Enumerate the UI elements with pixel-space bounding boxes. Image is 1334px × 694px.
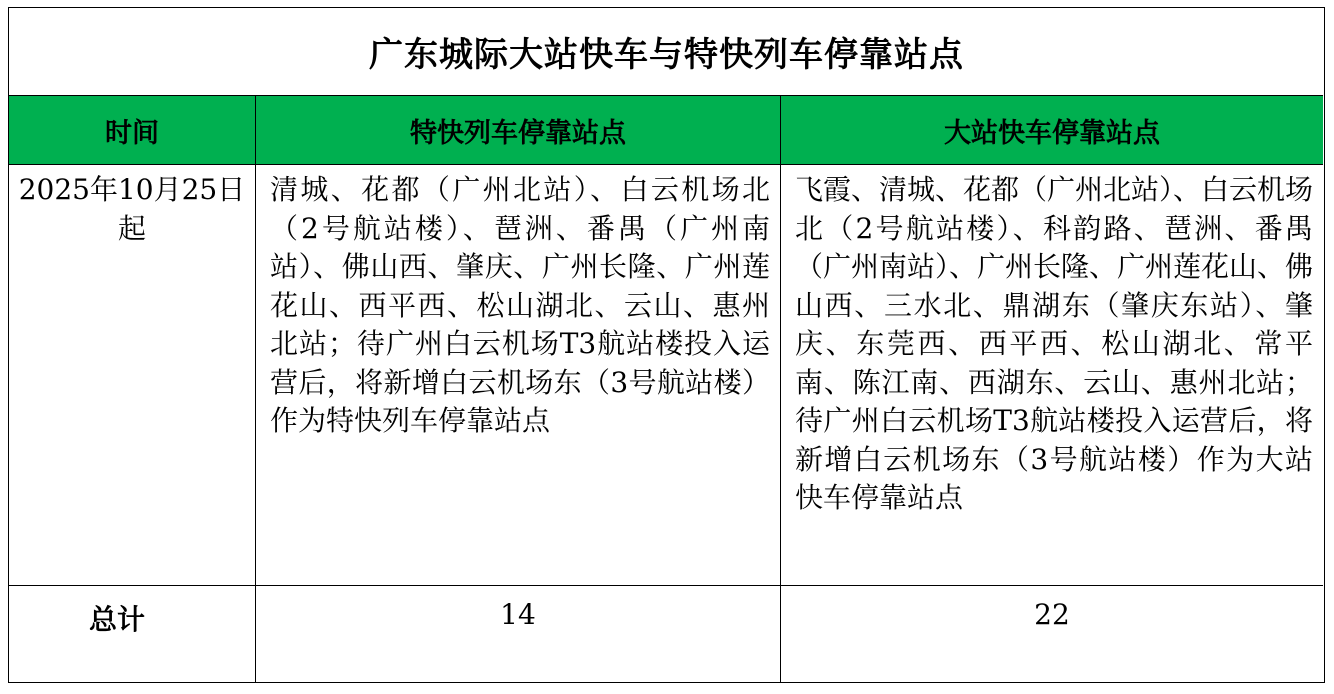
table-title: 广东城际大站快车与特快列车停靠站点 [369,35,964,75]
header-express-stops: 特快列车停靠站点 [255,95,780,165]
stations-table [8,7,1325,683]
cell-express-stops: 清城、花都（广州北站）、白云机场北（2号航站楼）、琶洲、番禺（广州南站）、佛山西、肇庆、广州长隆、广州莲花山、西平西、松山湖北、云山、惠州北站；待广州白云机场T3航站楼投入运营后，将新增白云机场东（3号航站楼）作为特快列车停靠站点 [255,165,780,585]
total-major-count: 22 [780,585,1323,682]
total-express-count: 14 [255,585,780,682]
cell-major-stops: 飞霞、清城、花都（广州北站）、白云机场北（2号航站楼）、科韵路、琶洲、番禺（广州南站）、广州长隆、广州莲花山、佛山西、三水北、鼎湖东（肇庆东站）、肇庆、东莞西、西平西、松山湖北、常平南、陈江南、西湖东、云山、惠州北站；待广州白云机场T3航站楼投入运营后，将新增白云机场东（3号航站楼）作为大站快车停靠站点 [780,165,1323,585]
total-label: 总计 [9,585,255,682]
header-major-stops: 大站快车停靠站点 [780,95,1323,165]
cell-time: 2025年10月25日起 [18,173,246,245]
header-time: 时间 [9,95,255,165]
